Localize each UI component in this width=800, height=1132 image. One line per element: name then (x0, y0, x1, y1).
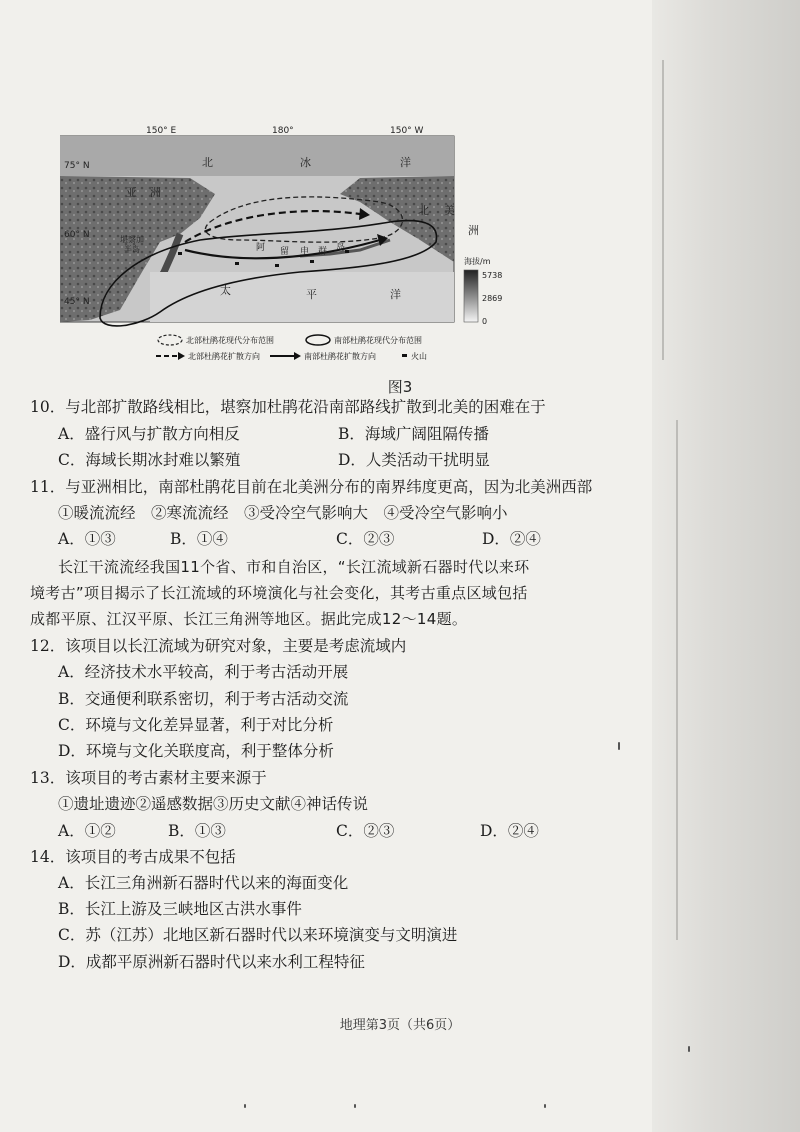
label-shen: 申 (300, 247, 310, 257)
page-edge-shadow (652, 0, 800, 1132)
legend-volcano: 火山 (411, 352, 427, 361)
label-na-bei: 北 (418, 204, 429, 217)
q14-option-b: B．长江上游及三峡地区古洪水事件 (58, 900, 302, 918)
q13-option-c: C．②③ (336, 822, 395, 840)
legend-south-range: 南部杜鹃花现代分布范围 (334, 336, 422, 345)
q11-items: ①暖流流经 ②寒流流经 ③受冷空气影响大 ④受冷空气影响小 (58, 504, 508, 522)
q10-option-c: C．海域长期冰封难以繁殖 (58, 451, 241, 469)
q13-option-b: B．①③ (168, 822, 226, 840)
scan-speck (618, 742, 620, 750)
page-footer: 地理第3页（共6页） (339, 1018, 461, 1033)
intro-line-1: 长江干流流经我国11个省、市和自治区，“长江流域新石器时代以来环 (58, 558, 530, 576)
q11-option-c: C．②③ (336, 530, 395, 548)
legend-north-range: 北部杜鹃花现代分布范围 (186, 336, 274, 345)
q14-option-a: A．长江三角洲新石器时代以来的海面变化 (58, 874, 349, 892)
scan-speck (544, 1104, 546, 1108)
scan-speck (354, 1104, 356, 1108)
label-na-mei: 美 (444, 204, 455, 217)
label-pacific-yang: 洋 (390, 288, 401, 301)
q11-option-d: D．②④ (482, 530, 541, 548)
q12-option-d: D．环境与文化关联度高，利于整体分析 (58, 742, 334, 760)
legend-north-dir: 北部杜鹃花扩散方向 (188, 352, 260, 361)
elevation-scale (464, 270, 478, 322)
lon-label-150w: 150° W (390, 126, 424, 136)
legend-south-range-symbol (306, 335, 330, 345)
label-yang: 洋 (400, 156, 411, 169)
label-tai: 太 (220, 284, 231, 297)
q10-option-d: D．人类活动干扰明显 (338, 451, 490, 469)
scan-speck (688, 1046, 690, 1052)
q10-option-b: B．海域广阔阻隔传播 (338, 425, 489, 443)
label-zhou: 洲 (150, 186, 161, 199)
elevation-tick-mid: 2869 (482, 294, 503, 303)
intro-line-3: 成都平原、江汉平原、长江三角洲等地区。据此完成12～14题。 (30, 610, 468, 628)
label-a: 阿 (256, 243, 266, 253)
q14-stem: 14．该项目的考古成果不包括 (30, 848, 236, 866)
q14-option-d: D．成都平原洲新石器时代以来水利工程特征 (58, 953, 365, 971)
q12-option-a: A．经济技术水平较高，利于考古活动开展 (58, 663, 349, 681)
label-bing: 冰 (300, 156, 311, 169)
legend-south-dir: 南部杜鹃花扩散方向 (304, 352, 376, 361)
label-ping: 平 (306, 288, 317, 301)
lon-label-180: 180° (272, 126, 294, 136)
lat-label-45n: 45° N (64, 297, 90, 307)
q11-option-a: A．①③ (58, 530, 116, 548)
label-bei: 北 (202, 156, 213, 169)
q10-stem: 10．与北部扩散路线相比，堪察加杜鹃花沿南部路线扩散到北美的困难在于 (30, 398, 546, 416)
q13-stem: 13．该项目的考古素材主要来源于 (30, 769, 267, 787)
q12-option-b: B．交通便利联系密切，利于考古活动交流 (58, 690, 349, 708)
q10-option-a: A．盛行风与扩散方向相反 (58, 425, 240, 443)
intro-line-2: 境考古”项目揭示了长江流域的环境演化与社会变化，其考古重点区域包括 (30, 584, 528, 602)
figure-caption: 图3 (387, 378, 413, 396)
q13-option-a: A．①② (58, 822, 116, 840)
label-peninsula: 半岛 (124, 245, 140, 254)
lon-label-150e: 150° E (146, 126, 177, 136)
q13-items: ①遗址遗迹②遥感数据③历史文献④神话传说 (58, 795, 369, 813)
label-kamchatka: 堪察加 (120, 235, 144, 244)
q12-option-c: C．环境与文化差异显著，利于对比分析 (58, 716, 334, 734)
label-na-zhou: 洲 (468, 224, 479, 237)
label-liu: 留 (280, 247, 290, 257)
q14-option-c: C．苏（江苏）北地区新石器时代以来环境演变与文明演进 (58, 926, 458, 944)
lat-label-75n: 75° N (64, 161, 90, 171)
elevation-tick-min: 0 (482, 317, 488, 326)
q11-stem: 11．与亚洲相比，南部杜鹃花目前在北美洲分布的南界纬度更高，因为北美洲西部 (30, 478, 593, 496)
q11-option-b: B．①④ (170, 530, 228, 548)
legend-north-range-symbol (158, 335, 182, 345)
scan-speck (244, 1104, 246, 1108)
figure-3-map (60, 122, 600, 382)
elevation-tick-max: 5738 (482, 271, 503, 280)
label-ya: 亚 (126, 186, 137, 199)
label-dao: 岛 (336, 243, 346, 253)
legend-volcano-symbol (402, 354, 407, 357)
lat-label-60n: 60° N (64, 230, 90, 240)
label-qun: 群 (318, 247, 328, 257)
q13-option-d: D．②④ (480, 822, 539, 840)
q12-stem: 12．该项目以长江流域为研究对象，主要是考虑流域内 (30, 637, 407, 655)
elevation-title: 海拔/m (464, 257, 491, 266)
